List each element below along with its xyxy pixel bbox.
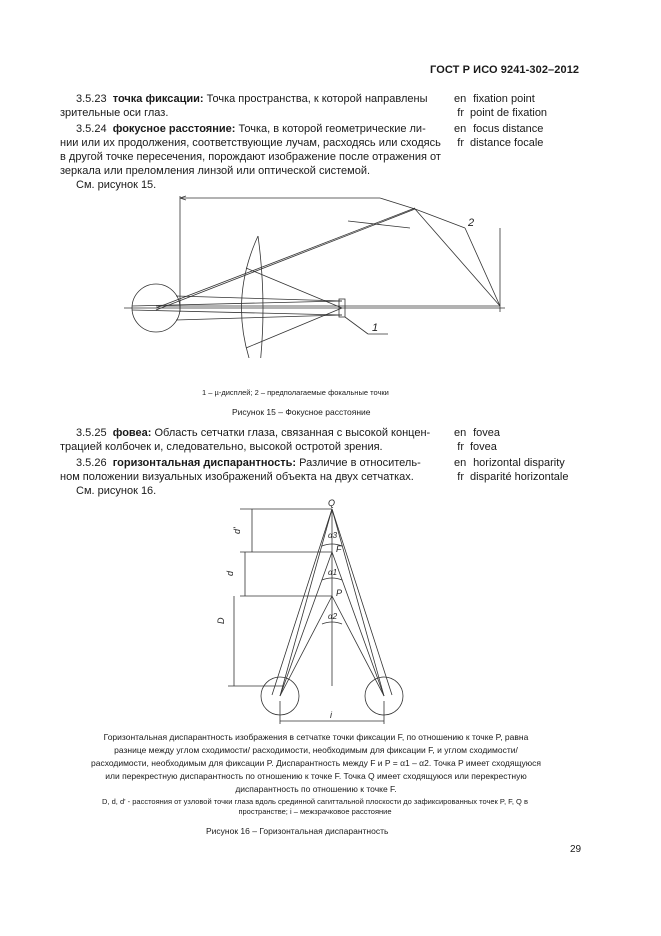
term-definition-line: зеркала или преломления линзой или оптической системой. (60, 165, 371, 177)
term-definition-line: нии или их продолжения, соответствующие лучам, расходясь или сходясь (60, 137, 441, 149)
label-d-prime: d' (232, 527, 242, 534)
figure-reference: См. рисунок 15. (76, 179, 157, 191)
term-3-5-26-fr: fr disparité horizontale (457, 471, 569, 483)
label-alpha-3: α3 (328, 531, 338, 540)
note-line: пространстве; i – межзрачковое расстояние (238, 807, 392, 816)
term-name: фокусное расстояние: (112, 123, 236, 135)
figure-16-caption: Рисунок 16 – Горизонтальная диспарантность (206, 826, 389, 836)
label-2: 2 (468, 217, 475, 229)
term-definition-line: трацией колбочек и, следовательно, высокой остротой зрения. (60, 441, 383, 453)
term-3-5-26-line-1 (76, 456, 421, 470)
figure-16-note (60, 797, 570, 817)
term-3-5-25-line-1 (76, 426, 430, 440)
label-1: 1 (372, 322, 379, 334)
description-line: расходимости, необходимым для фиксации P. Диспарантность между F и P = α1 – α2. Точка P имеет сходящуюся (90, 758, 542, 768)
term-definition-line: Различие в относитель- (299, 457, 421, 469)
label-D: D (216, 617, 226, 624)
figure-15-legend: 1 – µ-дисплей; 2 – предполагаемые фокальные точки (202, 388, 389, 397)
term-number: 3.5.23 (76, 93, 107, 105)
label-F: F (336, 544, 342, 554)
term-3-5-25-en: en fovea (454, 427, 500, 439)
label-i: i (330, 710, 332, 720)
term-3-5-24-fr: fr distance focale (457, 137, 544, 149)
term-name: фовеа: (112, 427, 152, 439)
term-name: точка фиксации: (112, 93, 204, 105)
label-P: P (336, 588, 343, 598)
term-number: 3.5.26 (76, 457, 107, 469)
figure-16-description (66, 731, 566, 796)
term-number: 3.5.25 (76, 427, 107, 439)
term-3-5-25-fr: fr fovea (457, 441, 497, 453)
term-3-5-23-line-1 (76, 92, 427, 106)
label-d: d (225, 570, 235, 576)
term-name: горизонтальная диспарантность: (112, 457, 297, 469)
term-3-5-23-en: en fixation point (454, 93, 535, 105)
description-line: разнице между углом сходимости/ расходимости, необходимым для фиксации F, и углом сходимости/ (114, 745, 518, 755)
label-alpha-1: α1 (328, 568, 338, 577)
term-3-5-24-en: en focus distance (454, 123, 544, 135)
figure-15-diagram (120, 188, 520, 358)
description-line: или перекрестную диспарантность по отношению к точке F. Точка Q имеет сходящуюся или перекрестную (105, 771, 527, 781)
lens-outline (242, 236, 259, 358)
description-line: диспарантность по отношению к точке F. (235, 784, 397, 794)
page-number: 29 (570, 844, 582, 855)
figure-15-caption: Рисунок 15 – Фокусное расстояние (232, 407, 371, 417)
document-header: ГОСТ Р ИСО 9241-302–2012 (430, 64, 580, 76)
figure-16-diagram (200, 496, 420, 728)
note-line: D, d, d' - расстояния от узловой точки глаза вдоль срединной сагиттальной плоскости до зафиксированных точек P, F, Q в (102, 797, 528, 806)
term-definition-line: в другой точке пересечения, порождают изображение после отражения от (60, 151, 441, 163)
term-definition-line: ном положении визуальных изображений объекта на двух сетчатках. (60, 471, 414, 483)
label-Q: Q (328, 498, 336, 508)
term-definition-line: Точка пространства, к которой направлены (206, 93, 428, 105)
term-3-5-24-line-1 (76, 122, 426, 136)
term-3-5-23-fr: fr point de fixation (457, 107, 548, 119)
description-line: Горизонтальная диспарантность изображения в сетчатке точки фиксации F, по отношению к точке P, равна (103, 732, 529, 742)
figure-reference: См. рисунок 16. (76, 485, 157, 497)
term-definition-line: Область сетчатки глаза, связанная с высокой концен- (154, 427, 431, 439)
term-definition-line: зрительные оси глаз. (60, 107, 169, 119)
term-3-5-26-en: en horizontal disparity (454, 457, 565, 469)
term-number: 3.5.24 (76, 123, 107, 135)
label-alpha-2: α2 (328, 612, 338, 621)
term-definition-line: Точка, в которой геометрические ли- (238, 123, 426, 135)
